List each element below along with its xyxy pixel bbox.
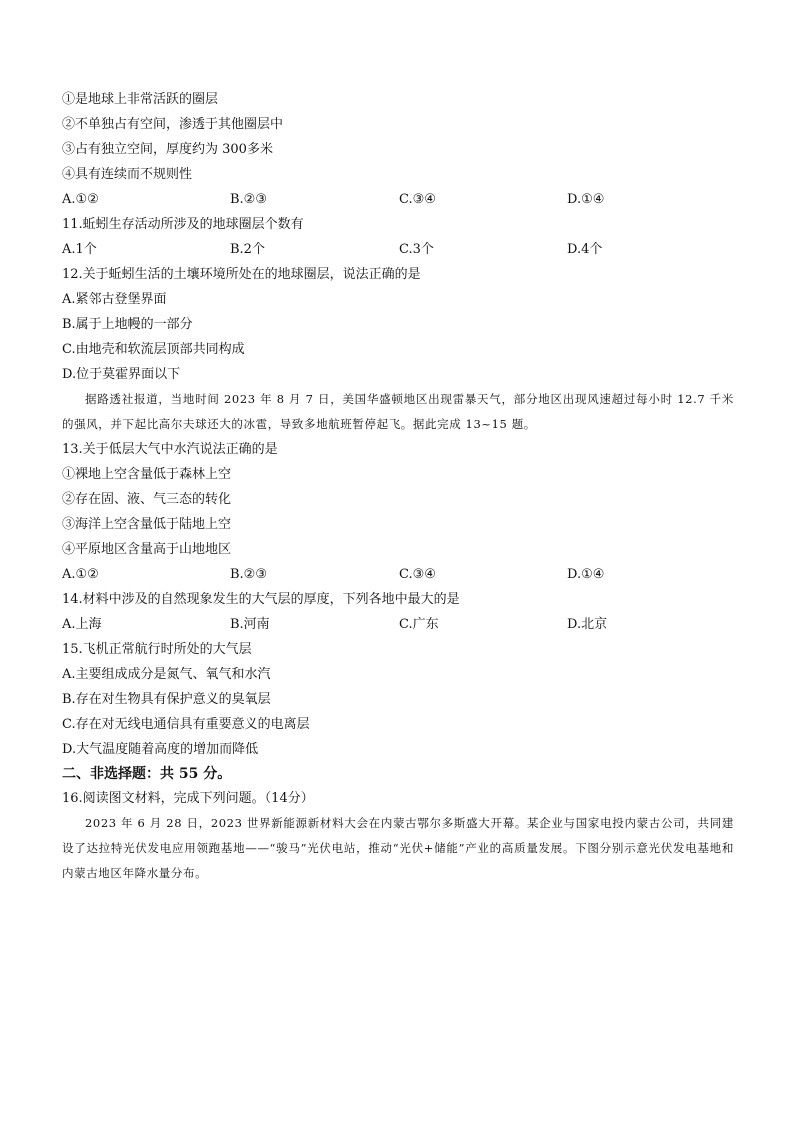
q16-passage: 2023 年 6 月 28 日，2023 世界新能源新材料大会在内蒙古鄂尔多斯盛大开幕。某企业与国家电投内蒙古公司，共同建设了达拉特光伏发电应用领跑基地——“骏马”光伏电站，推动“光伏+储能”产业的高质量发展。下图分别示意光伏发电基地和内蒙古地区年降水量分布。 <box>62 816 734 880</box>
q15-choice-b: B.存在对生物具有保护意义的臭氧层 <box>62 692 271 707</box>
q10-item-3: ③占有独立空间，厚度约为 300多米 <box>62 142 273 157</box>
q14-stem: 14.材料中涉及的自然现象发生的大气层的厚度，下列各地中最大的是 <box>62 592 460 607</box>
q13-stem: 13.关于低层大气中水汽说法正确的是 <box>62 442 278 457</box>
q14-option-c: C.广东 <box>399 617 439 632</box>
q15-choice-a: A.主要组成成分是氮气、氧气和水汽 <box>62 667 271 682</box>
q13-option-a: A.①② <box>62 567 99 582</box>
q11-option-c: C.3个 <box>399 242 434 257</box>
q10-option-a: A.①② <box>62 192 99 207</box>
q16-stem: 16.阅读图文材料，完成下列问题。（14分） <box>62 791 314 806</box>
q10-option-b: B.②③ <box>230 192 267 207</box>
q10-option-d: D.①④ <box>567 192 605 207</box>
q12-choice-c: C.由地壳和软流层顶部共同构成 <box>62 342 245 357</box>
q14-option-a: A.上海 <box>62 617 102 632</box>
q15-stem: 15.飞机正常航行时所处的大气层 <box>62 642 252 657</box>
q12-choice-a: A.紧邻古登堡界面 <box>62 292 167 307</box>
q11-stem: 11.蚯蚓生存活动所涉及的地球圈层个数有 <box>62 217 304 232</box>
q14-option-b: B.河南 <box>230 617 270 632</box>
q12-choice-b: B.属于上地幔的一部分 <box>62 317 193 332</box>
q13-option-b: B.②③ <box>230 567 267 582</box>
q13-item-1: ①裸地上空含量低于森林上空 <box>62 467 232 482</box>
q10-item-2: ②不单独占有空间，渗透于其他圈层中 <box>62 117 284 132</box>
q15-choice-c: C.存在对无线电通信具有重要意义的电离层 <box>62 717 310 732</box>
q13-item-2: ②存在固、液、气三态的转化 <box>62 492 232 507</box>
q11-option-a: A.1个 <box>62 242 97 257</box>
q12-choice-d: D.位于莫霍界面以下 <box>62 367 181 382</box>
q14-option-d: D.北京 <box>567 617 608 632</box>
q10-option-c: C.③④ <box>399 192 436 207</box>
q13-option-d: D.①④ <box>567 567 605 582</box>
section-heading: 二、非选择题：共 55 分。 <box>62 766 232 782</box>
q13-item-4: ④平原地区含量高于山地地区 <box>62 542 232 557</box>
q13-option-c: C.③④ <box>399 567 436 582</box>
q10-item-4: ④具有连续而不规则性 <box>62 167 193 182</box>
q11-option-d: D.4个 <box>567 242 603 257</box>
q15-choice-d: D.大气温度随着高度的增加而降低 <box>62 742 259 757</box>
q10-item-1: ①是地球上非常活跃的圈层 <box>62 92 219 107</box>
q12-stem: 12.关于蚯蚓生活的土壤环境所处在的地球圈层，说法正确的是 <box>62 267 421 282</box>
q13-item-3: ③海洋上空含量低于陆地上空 <box>62 517 232 532</box>
passage-13-15: 据路透社报道，当地时间 2023 年 8 月 7 日，美国华盛顿地区出现雷暴天气，部分地区出现风速超过每小时 12.7 千米的强风，并下起比高尔夫球还大的冰雹，导致多地航班暂停起飞。据此完成 13~15 题。 <box>62 392 734 431</box>
q11-option-b: B.2个 <box>230 242 265 257</box>
